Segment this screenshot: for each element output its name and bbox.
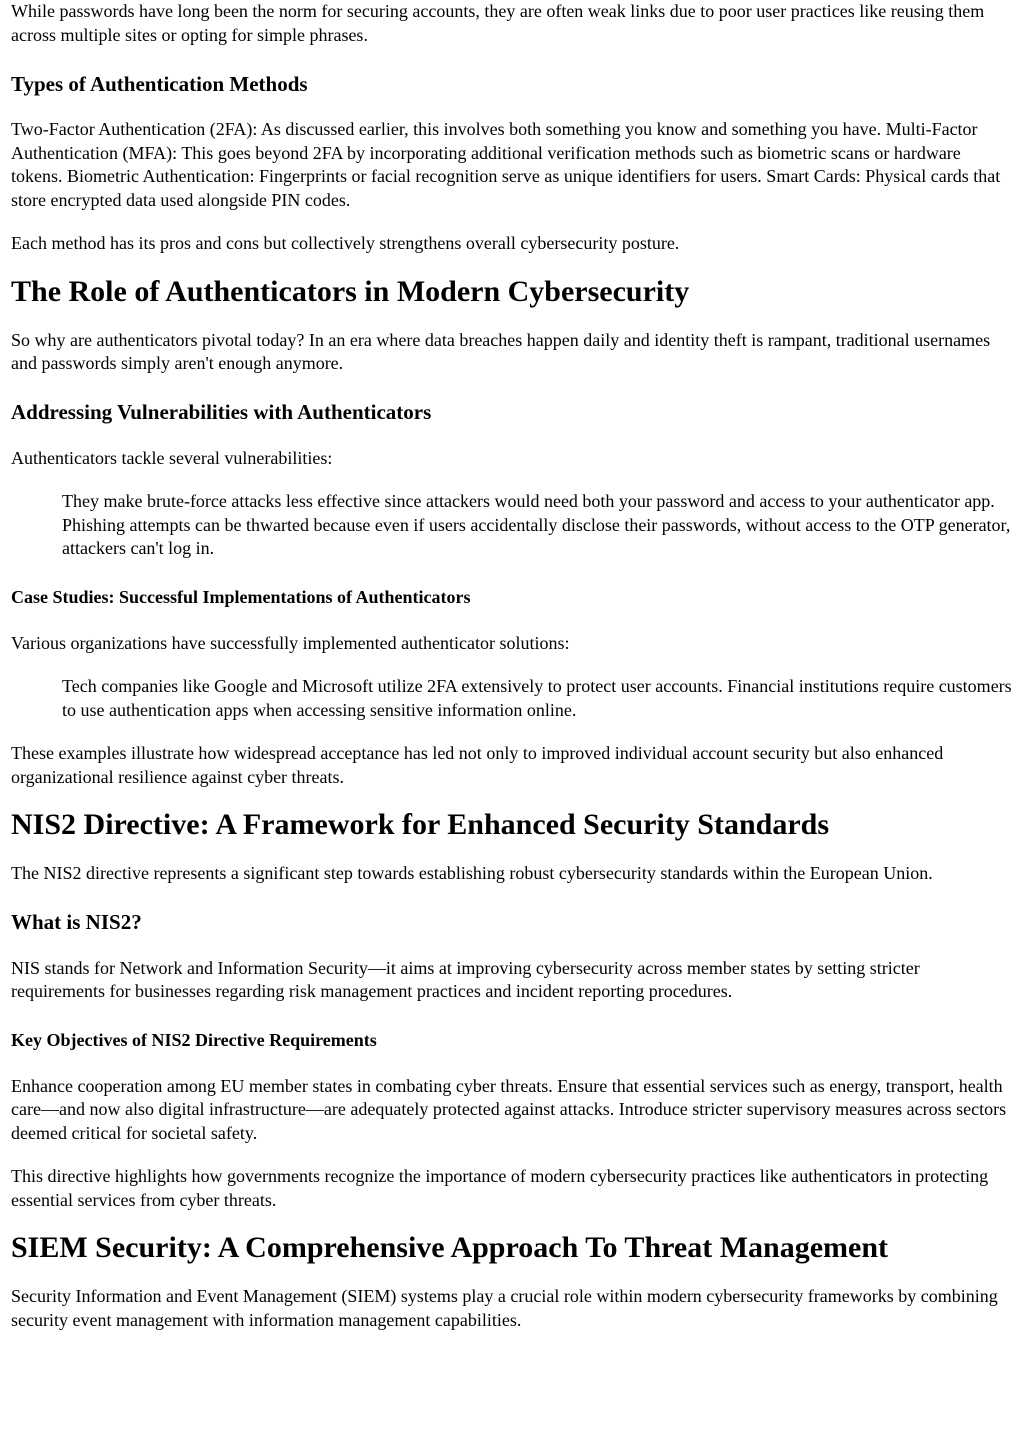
types-paragraph: Two-Factor Authentication (2FA): As discussed earlier, this involves both something you know and something you have. Multi-Factor Authentication (MFA): This goes beyond 2FA by incorporating additional verification methods such as biometric scans or hardware tokens. Biometric Authentication: Fingerprints or facial recognition serve as unique identifiers for users. Smart Cards: Physical cards that store encrypted data used alongside PIN codes. (11, 119, 1001, 210)
case-studies-intro: Various organizations have successfully implemented authenticator solutions: (11, 632, 570, 653)
objectives-summary: This directive highlights how governments recognize the importance of modern cybersecurity practices like authenticators in protecting essential services from cyber threats. (11, 1166, 989, 1210)
types-summary-paragraph: Each method has its pros and cons but collectively strengthens overall cybersecurity posture. (11, 233, 680, 253)
objectives-paragraph: Enhance cooperation among EU member states in combating cyber threats. Ensure that essential services such as energy, transport, health care—and now also digital infrastructure—are adequately protected against attacks. Introduce stricter supervisory measures across sectors deemed critical for societal safety. (11, 1075, 1007, 1143)
role-paragraph: So why are authenticators pivotal today? In an era where data breaches happen daily and identity theft is rampant, traditional usernames and passwords simply aren't enough anymore. (11, 329, 991, 373)
heading-addressing-vulnerabilities: Addressing Vulnerabilities with Authenticators (11, 399, 432, 424)
heading-role-of-authenticators: The Role of Authenticators in Modern Cybersecurity (11, 274, 690, 308)
siem-paragraph: Security Information and Event Management (SIEM) systems play a crucial role within modern cybersecurity frameworks by combining security event management with information management capabilities. (11, 1286, 998, 1330)
heading-nis2-directive: NIS2 Directive: A Framework for Enhanced Security Standards (11, 808, 830, 841)
nis2-paragraph: The NIS2 directive represents a significant step towards establishing robust cybersecurity standards within the European Union. (11, 863, 933, 883)
heading-types-of-authentication: Types of Authentication Methods (11, 72, 308, 96)
what-is-nis2-paragraph: NIS stands for Network and Information Security—it aims at improving cybersecurity across member states by setting stricter requirements for businesses regarding risk management practices and incident reporting procedures. (11, 957, 920, 1001)
case-studies-blockquote: Tech companies like Google and Microsoft utilize 2FA extensively to protect user accounts. Financial institutions require customers to use authentication apps when accessing sensitive information online. (62, 676, 1012, 720)
heading-what-is-nis2: What is NIS2? (11, 909, 142, 934)
heading-siem-security: SIEM Security: A Comprehensive Approach To Threat Management (11, 1231, 889, 1264)
case-studies-summary: These examples illustrate how widespread acceptance has led not only to improved individual account security but also enhanced organizational resilience against cyber threats. (11, 743, 944, 787)
vulnerabilities-intro: Authenticators tackle several vulnerabilities: (11, 447, 333, 468)
intro-paragraph: While passwords have long been the norm for securing accounts, they are often weak links due to poor user practices like reusing them across multiple sites or opting for simple phrases. (11, 1, 985, 45)
heading-key-objectives: Key Objectives of NIS2 Directive Requirements (11, 1029, 377, 1050)
vulnerabilities-blockquote: They make brute-force attacks less effective since attackers would need both your password and access to your authenticator app. Phishing attempts can be thwarted because even if users accidentally disclose their passwords, without access to the OTP generator, attackers can't log in. (62, 491, 1011, 558)
heading-case-studies: Case Studies: Successful Implementations of Authenticators (11, 586, 471, 607)
